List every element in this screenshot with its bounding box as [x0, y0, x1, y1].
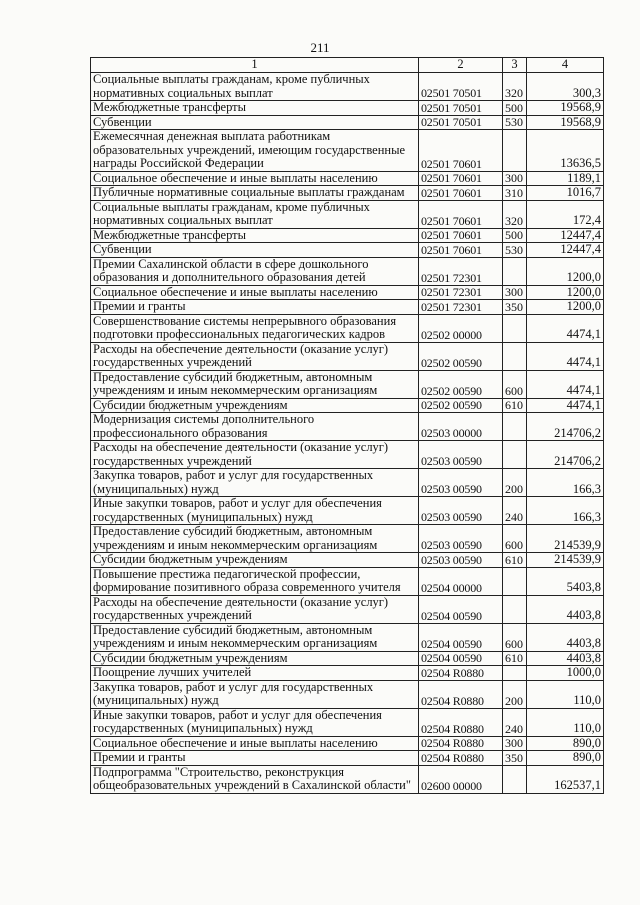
row-code: 02504 00590: [419, 623, 503, 651]
row-name: Межбюджетные трансферты: [91, 101, 419, 116]
row-type: 320: [503, 200, 527, 228]
row-type: 600: [503, 525, 527, 553]
table-row: [91, 186, 604, 201]
row-name: Публичные нормативные социальные выплаты гражданам: [91, 186, 419, 201]
table-row: [91, 469, 604, 497]
row-amount: 214706,2: [527, 413, 604, 441]
table-row: [91, 497, 604, 525]
table-row: [91, 567, 604, 595]
row-amount: 110,0: [527, 708, 604, 736]
row-type: 300: [503, 285, 527, 300]
row-amount: 5403,8: [527, 567, 604, 595]
row-name: Совершенствование системы непрерывного образования подготовки профессиональных педагогических кадров: [91, 314, 419, 342]
row-name: Межбюджетные трансферты: [91, 228, 419, 243]
row-amount: 19568,9: [527, 101, 604, 116]
table-row: [91, 314, 604, 342]
row-name: Премии и гранты: [91, 300, 419, 315]
row-type: [503, 342, 527, 370]
row-type: 350: [503, 300, 527, 315]
row-type: 530: [503, 243, 527, 258]
row-name: Социальное обеспечение и иные выплаты населению: [91, 171, 419, 186]
row-amount: 4474,1: [527, 370, 604, 398]
row-code: 02503 00590: [419, 441, 503, 469]
row-code: 02502 00590: [419, 398, 503, 413]
row-amount: 166,3: [527, 497, 604, 525]
table-row: [91, 171, 604, 186]
row-type: 530: [503, 115, 527, 130]
row-name: Закупка товаров, работ и услуг для государственных (муниципальных) нужд: [91, 680, 419, 708]
table-row: [91, 751, 604, 766]
row-type: [503, 314, 527, 342]
row-name: Иные закупки товаров, работ и услуг для обеспечения государственных (муниципальных) нужд: [91, 497, 419, 525]
table-row: [91, 115, 604, 130]
row-code: 02504 00000: [419, 567, 503, 595]
row-code: 02501 70601: [419, 228, 503, 243]
row-code: 02501 70601: [419, 200, 503, 228]
row-name: Субсидии бюджетным учреждениям: [91, 651, 419, 666]
row-name: Предоставление субсидий бюджетным, автономным учреждениям и иным некоммерческим организациям: [91, 370, 419, 398]
table-row: [91, 300, 604, 315]
row-amount: 1189,1: [527, 171, 604, 186]
row-code: 02501 72301: [419, 300, 503, 315]
row-code: 02504 R0880: [419, 736, 503, 751]
row-amount: 1200,0: [527, 257, 604, 285]
row-name: Модернизация системы дополнительного профессионального образования: [91, 413, 419, 441]
header-col-1: 1: [91, 58, 419, 73]
row-type: 610: [503, 398, 527, 413]
row-amount: 890,0: [527, 736, 604, 751]
table-row: [91, 595, 604, 623]
row-name: Предоставление субсидий бюджетным, автономным учреждениям и иным некоммерческим организациям: [91, 623, 419, 651]
table-row: [91, 200, 604, 228]
row-type: [503, 413, 527, 441]
row-code: 02504 00590: [419, 595, 503, 623]
row-amount: 19568,9: [527, 115, 604, 130]
header-col-2: 2: [419, 58, 503, 73]
row-type: [503, 567, 527, 595]
row-code: 02503 00590: [419, 525, 503, 553]
row-name: Субвенции: [91, 115, 419, 130]
row-amount: 166,3: [527, 469, 604, 497]
budget-table: [90, 57, 604, 794]
row-name: Субвенции: [91, 243, 419, 258]
row-name: Субсидии бюджетным учреждениям: [91, 553, 419, 568]
table-row: [91, 623, 604, 651]
row-code: 02501 70601: [419, 243, 503, 258]
row-name: Социальное обеспечение и иные выплаты населению: [91, 736, 419, 751]
table-row: [91, 736, 604, 751]
table-row: [91, 342, 604, 370]
row-amount: 162537,1: [527, 765, 604, 793]
row-amount: 4474,1: [527, 314, 604, 342]
row-name: Социальные выплаты гражданам, кроме публичных нормативных социальных выплат: [91, 200, 419, 228]
row-type: 600: [503, 623, 527, 651]
row-amount: 4403,8: [527, 651, 604, 666]
row-code: 02503 00000: [419, 413, 503, 441]
row-code: 02502 00590: [419, 370, 503, 398]
row-type: 320: [503, 73, 527, 101]
row-type: [503, 257, 527, 285]
row-name: Ежемесячная денежная выплата работникам образовательных учреждений, имеющим государственные награды Российской Федерации: [91, 130, 419, 172]
row-code: 02501 70501: [419, 101, 503, 116]
row-amount: 4474,1: [527, 398, 604, 413]
table-row: [91, 553, 604, 568]
table-row: [91, 228, 604, 243]
row-code: 02504 R0880: [419, 666, 503, 681]
row-code: 02504 R0880: [419, 680, 503, 708]
row-amount: 13636,5: [527, 130, 604, 172]
row-type: 240: [503, 708, 527, 736]
row-name: Расходы на обеспечение деятельности (оказание услуг) государственных учреждений: [91, 342, 419, 370]
row-amount: 110,0: [527, 680, 604, 708]
row-type: 610: [503, 553, 527, 568]
row-amount: 1016,7: [527, 186, 604, 201]
row-type: 300: [503, 736, 527, 751]
row-code: 02600 00000: [419, 765, 503, 793]
row-amount: 12447,4: [527, 243, 604, 258]
table-row: [91, 708, 604, 736]
row-amount: 172,4: [527, 200, 604, 228]
row-amount: 214706,2: [527, 441, 604, 469]
row-amount: 214539,9: [527, 553, 604, 568]
table-row: [91, 130, 604, 172]
row-code: 02501 70601: [419, 186, 503, 201]
row-code: 02503 00590: [419, 469, 503, 497]
row-type: 610: [503, 651, 527, 666]
row-type: 200: [503, 680, 527, 708]
row-amount: 4403,8: [527, 595, 604, 623]
row-type: 310: [503, 186, 527, 201]
row-name: Субсидии бюджетным учреждениям: [91, 398, 419, 413]
row-name: Социальные выплаты гражданам, кроме публичных нормативных социальных выплат: [91, 73, 419, 101]
row-type: [503, 595, 527, 623]
row-code: 02503 00590: [419, 497, 503, 525]
table-row: [91, 680, 604, 708]
row-code: 02501 72301: [419, 257, 503, 285]
table-row: [91, 257, 604, 285]
row-code: 02502 00000: [419, 314, 503, 342]
row-amount: 1200,0: [527, 300, 604, 315]
header-col-4: 4: [527, 58, 604, 73]
table-row: [91, 525, 604, 553]
row-code: 02504 R0880: [419, 708, 503, 736]
row-code: 02501 70601: [419, 130, 503, 172]
row-type: [503, 441, 527, 469]
row-type: 240: [503, 497, 527, 525]
row-name: Премии Сахалинской области в сфере дошкольного образования и дополнительного образования детей: [91, 257, 419, 285]
row-name: Предоставление субсидий бюджетным, автономным учреждениям и иным некоммерческим организациям: [91, 525, 419, 553]
row-amount: 1000,0: [527, 666, 604, 681]
row-code: 02501 70501: [419, 73, 503, 101]
table-row: [91, 765, 604, 793]
row-code: 02504 00590: [419, 651, 503, 666]
row-name: Расходы на обеспечение деятельности (оказание услуг) государственных учреждений: [91, 595, 419, 623]
row-type: 600: [503, 370, 527, 398]
row-type: [503, 765, 527, 793]
row-type: 350: [503, 751, 527, 766]
table-row: [91, 651, 604, 666]
table-row: [91, 101, 604, 116]
row-amount: 300,3: [527, 73, 604, 101]
row-amount: 214539,9: [527, 525, 604, 553]
header-row: [91, 58, 604, 73]
row-amount: 4403,8: [527, 623, 604, 651]
row-type: 500: [503, 101, 527, 116]
row-code: 02501 70601: [419, 171, 503, 186]
table-row: [91, 441, 604, 469]
row-code: 02503 00590: [419, 553, 503, 568]
row-code: 02501 72301: [419, 285, 503, 300]
table-row: [91, 398, 604, 413]
row-type: 200: [503, 469, 527, 497]
row-amount: 4474,1: [527, 342, 604, 370]
row-code: 02502 00590: [419, 342, 503, 370]
row-type: 500: [503, 228, 527, 243]
table-row: [91, 370, 604, 398]
row-code: 02501 70501: [419, 115, 503, 130]
row-name: Закупка товаров, работ и услуг для государственных (муниципальных) нужд: [91, 469, 419, 497]
row-amount: 890,0: [527, 751, 604, 766]
row-amount: 12447,4: [527, 228, 604, 243]
table-row: [91, 413, 604, 441]
row-name: Подпрограмма "Строительство, реконструкция общеобразовательных учреждений в Сахалинской области": [91, 765, 419, 793]
row-type: [503, 130, 527, 172]
row-name: Иные закупки товаров, работ и услуг для обеспечения государственных (муниципальных) нужд: [91, 708, 419, 736]
row-type: [503, 666, 527, 681]
row-name: Премии и гранты: [91, 751, 419, 766]
row-type: 300: [503, 171, 527, 186]
row-name: Повышение престижа педагогической профессии, формирование позитивного образа современного учителя: [91, 567, 419, 595]
header-col-3: 3: [503, 58, 527, 73]
table-row: [91, 285, 604, 300]
row-name: Поощрение лучших учителей: [91, 666, 419, 681]
row-name: Расходы на обеспечение деятельности (оказание услуг) государственных учреждений: [91, 441, 419, 469]
row-name: Социальное обеспечение и иные выплаты населению: [91, 285, 419, 300]
table-row: [91, 73, 604, 101]
table-row: [91, 666, 604, 681]
row-amount: 1200,0: [527, 285, 604, 300]
row-code: 02504 R0880: [419, 751, 503, 766]
page-number: 211: [310, 40, 330, 55]
table-body: [91, 73, 604, 794]
table-row: [91, 243, 604, 258]
